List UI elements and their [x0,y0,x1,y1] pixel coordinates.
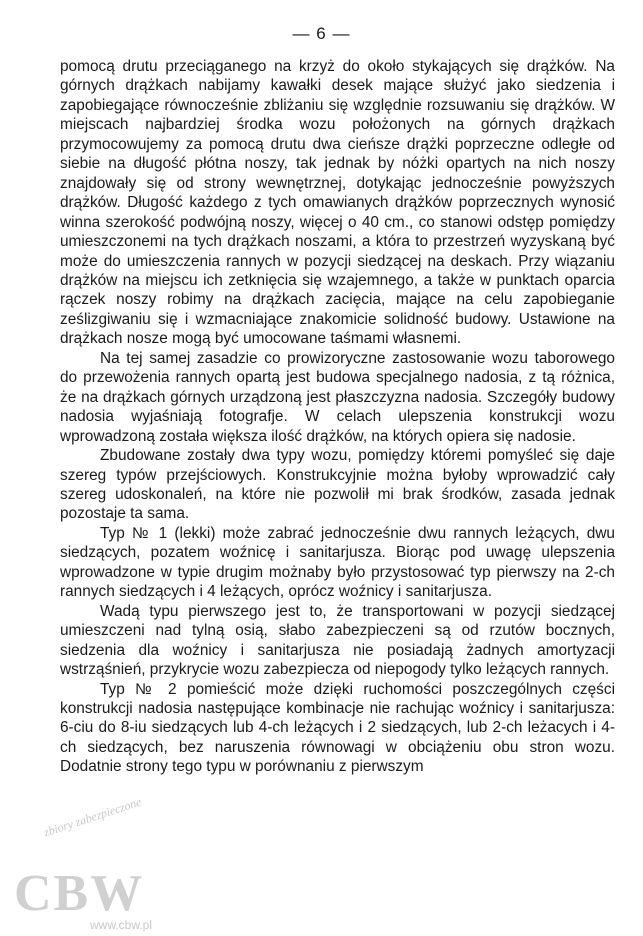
watermark-arc-text: zbiory zabezpieczone [42,794,144,840]
paragraph-2: Na tej samej zasadzie co prowizoryczne zastosowanie wozu taborowego do przewożenia rannych opartą jest budowa specjalnego nadosia, z tą różnica, że na drążkach górnych urządzoną jest płaszczyzna nadosia. Szczegóły budowy nadosia wyjaśniają fotografje. W celach ulepszenia konstrukcji wozu wprowadzoną została większa ilość drążków, na których opiera się nadosie. [60,349,615,445]
paragraph-4: Typ № 1 (lekki) może zabrać jednocześnie dwu rannych leżących, dwu siedzących, pozatem woźnicę i sanitarjusza. Biorąc pod uwagę ulepszenia wprowadzone w typie drugim możnaby było przystosować typ pierwszy na 2-ch rannych siedzących i 4 leżących, oprócz woźnicy i sanitarjusza. [60,524,615,601]
paragraph-1: pomocą drutu przeciąganego na krzyż do około stykających się drążków. Na górnych drążkach nabijamy kawałki desek mające służyć jako siedzenia i zapobiegające równocześnie zbliżaniu się względnie rozsuwaniu się drążków. W miejscach najbardziej środka wozu położonych na górnych drążkach przymocowujemy za pomocą drutu dwa cieńsze drążki poprzeczne odległe od siebie na długość płótna noszy, tak jednak by nóżki opartych na nich noszy znajdowały się od strony wewnętrznej, dotykając jednocześnie powyższych drążków. Długość każdego z tych omawianych drążków poprzecznych wynosić winna szerokość podwójną noszy, więcej o 40 cm., co stanowi odstęp pomiędzy umieszczonemi na tych drążkach noszami, a która to przestrzeń wyzyskaną być może do umieszczenia rannych w pozycji siedzącej na deskach. Przy wiązaniu drążków na miejscu ich zetknięcia się wzajemnego, a także w punktach oparcia rączek noszy robimy na drążkach zacięcia, mające na celu zapobieganie ześlizgiwaniu się i wzmacniające znakomicie solidność budowy. Ustawione na drążkach nosze mogą być umocowane taśmami własnemi. [60,58,615,348]
page-number: — 6 — [292,24,351,43]
paragraph-3: Zbudowane zostały dwa typy wozu, pomiędzy któremi pomyśleć się daje szereg typów przejściowych. Konstrukcyjnie można byłoby wprowadzić cały szereg udoskonaleń, na które nie pozwolił mi brak środków, zasada jednak pozostaje ta sama. [60,447,615,523]
paragraph-5: Wadą typu pierwszego jest to, że transportowani w pozycji siedzącej umieszczeni nad tylną osią, słabo zabezpieczeni są od rzutów bocznych, siedzenia dla woźnicy i sanitarjusza nie posiadają żadnych amortyzacji wstrząśnień, przykrycie wozu zabezpiecza od niepogody tylko leżących rannych. [60,602,615,679]
paragraph-6: Typ № 2 pomieścić może dzięki ruchomości poszczególnych części konstrukcji nadosia następujące kombinacje nie rachując woźnicy i sanitarjusza: 6-ciu do 8-iu siedzących lub 4-ch leżących i 2 siedzących, lub 2-ch leżacych i 4-ch siedzących, bez naruszenia równowagi w obciążeniu obu stron wozu. Dodatnie strony tego typu w porównaniu z pierwszym [60,680,615,776]
watermark-logo: CBW [14,865,145,922]
watermark-url: www.cbw.pl [90,918,153,932]
cbw-watermark [4,794,204,936]
text-body [60,57,615,777]
